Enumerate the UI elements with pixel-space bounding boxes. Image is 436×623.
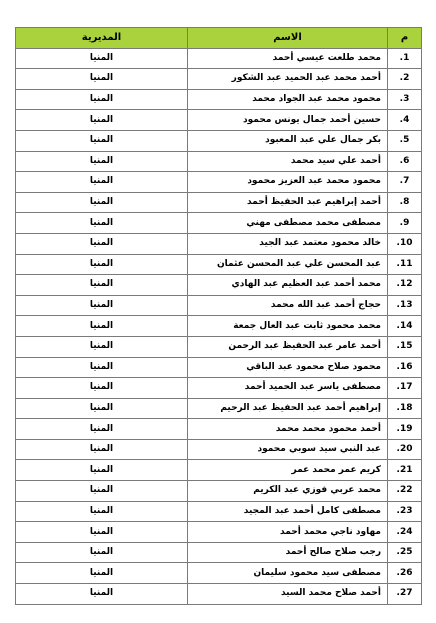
row-number-cell: 12. <box>388 275 422 296</box>
row-name-cell: بكر جمال علي عبد المعبود <box>188 130 388 151</box>
row-directorate-cell: المنيا <box>16 584 188 605</box>
row-directorate-cell: المنيا <box>16 275 188 296</box>
table-row <box>16 584 422 605</box>
row-number-cell: 10. <box>388 233 422 254</box>
row-directorate-cell: المنيا <box>16 542 188 563</box>
table-row <box>16 89 422 110</box>
row-number-cell: 27. <box>388 584 422 605</box>
table-row <box>16 522 422 543</box>
row-number-cell: 17. <box>388 378 422 399</box>
row-number-cell: 19. <box>388 419 422 440</box>
table-row <box>16 439 422 460</box>
row-name-cell: عبد المحسن علي عبد المحسن عثمان <box>188 254 388 275</box>
row-name-cell: أحمد صلاح محمد السيد <box>188 584 388 605</box>
table-row <box>16 172 422 193</box>
row-directorate-cell: المنيا <box>16 336 188 357</box>
table-body <box>16 48 422 604</box>
row-number-cell: 26. <box>388 563 422 584</box>
row-number-cell: 13. <box>388 295 422 316</box>
row-number-cell: 4. <box>388 110 422 131</box>
row-name-cell: مصطفى سيد محمود سليمان <box>188 563 388 584</box>
row-name-cell: أحمد عامر عبد الحفيظ عبد الرحمن <box>188 336 388 357</box>
table-row <box>16 563 422 584</box>
table-row <box>16 295 422 316</box>
row-directorate-cell: المنيا <box>16 522 188 543</box>
row-name-cell: أحمد إبراهيم عبد الحفيظ أحمد <box>188 192 388 213</box>
row-directorate-cell: المنيا <box>16 89 188 110</box>
row-number-cell: 2. <box>388 69 422 90</box>
table-row <box>16 501 422 522</box>
row-directorate-cell: المنيا <box>16 378 188 399</box>
row-number-cell: 7. <box>388 172 422 193</box>
table-row <box>16 378 422 399</box>
row-directorate-cell: المنيا <box>16 172 188 193</box>
row-name-cell: محمد محمود ثابت عبد العال جمعة <box>188 316 388 337</box>
row-number-cell: 21. <box>388 460 422 481</box>
row-number-cell: 18. <box>388 398 422 419</box>
row-directorate-cell: المنيا <box>16 419 188 440</box>
row-directorate-cell: المنيا <box>16 316 188 337</box>
row-number-cell: 25. <box>388 542 422 563</box>
row-directorate-cell: المنيا <box>16 233 188 254</box>
row-name-cell: خالد محمود معتمد عبد الجيد <box>188 233 388 254</box>
row-number-cell: 8. <box>388 192 422 213</box>
row-name-cell: مهاود ناجي محمد أحمد <box>188 522 388 543</box>
row-name-cell: أحمد محمود محمد محمد <box>188 419 388 440</box>
row-name-cell: محمود صلاح محمود عبد الباقي <box>188 357 388 378</box>
row-directorate-cell: المنيا <box>16 460 188 481</box>
row-name-cell: رجب صلاح صالح أحمد <box>188 542 388 563</box>
row-name-cell: إبراهيم أحمد عبد الحفيظ عبد الرحيم <box>188 398 388 419</box>
row-number-cell: 16. <box>388 357 422 378</box>
row-name-cell: عبد النبي سيد سوبي محمود <box>188 439 388 460</box>
table-row <box>16 192 422 213</box>
row-name-cell: مصطفى كامل أحمد عبد المجيد <box>188 501 388 522</box>
row-name-cell: محمود محمد عبد العزيز محمود <box>188 172 388 193</box>
row-directorate-cell: المنيا <box>16 295 188 316</box>
table-row <box>16 48 422 69</box>
row-directorate-cell: المنيا <box>16 398 188 419</box>
row-name-cell: أحمد محمد عبد الحميد عبد الشكور <box>188 69 388 90</box>
header-num: م <box>388 28 422 49</box>
table-row <box>16 151 422 172</box>
row-directorate-cell: المنيا <box>16 110 188 131</box>
row-directorate-cell: المنيا <box>16 501 188 522</box>
row-name-cell: مصطفى ياسر عبد الحميد أحمد <box>188 378 388 399</box>
table-row <box>16 398 422 419</box>
table-row <box>16 213 422 234</box>
row-number-cell: 5. <box>388 130 422 151</box>
row-directorate-cell: المنيا <box>16 439 188 460</box>
table-row <box>16 357 422 378</box>
table-header-row <box>16 28 422 49</box>
row-directorate-cell: المنيا <box>16 130 188 151</box>
table-row <box>16 254 422 275</box>
row-directorate-cell: المنيا <box>16 192 188 213</box>
row-number-cell: 1. <box>388 48 422 69</box>
row-number-cell: 9. <box>388 213 422 234</box>
row-number-cell: 11. <box>388 254 422 275</box>
row-name-cell: أحمد علي سيد محمد <box>188 151 388 172</box>
table-row <box>16 110 422 131</box>
table-row <box>16 316 422 337</box>
row-number-cell: 15. <box>388 336 422 357</box>
row-directorate-cell: المنيا <box>16 563 188 584</box>
table-row <box>16 275 422 296</box>
row-directorate-cell: المنيا <box>16 254 188 275</box>
row-number-cell: 23. <box>388 501 422 522</box>
names-table <box>15 27 422 605</box>
table-row <box>16 542 422 563</box>
row-directorate-cell: المنيا <box>16 481 188 502</box>
row-name-cell: محمد عربي فوزي عبد الكريم <box>188 481 388 502</box>
row-number-cell: 22. <box>388 481 422 502</box>
row-directorate-cell: المنيا <box>16 357 188 378</box>
table-row <box>16 481 422 502</box>
row-name-cell: حسين أحمد جمال يونس محمود <box>188 110 388 131</box>
table-row <box>16 233 422 254</box>
table-row <box>16 130 422 151</box>
row-number-cell: 24. <box>388 522 422 543</box>
table-row <box>16 336 422 357</box>
row-name-cell: مصطفى محمد مصطفى مهني <box>188 213 388 234</box>
row-number-cell: 3. <box>388 89 422 110</box>
row-directorate-cell: المنيا <box>16 213 188 234</box>
row-directorate-cell: المنيا <box>16 69 188 90</box>
row-name-cell: محمود محمد عبد الجواد محمد <box>188 89 388 110</box>
table-row <box>16 69 422 90</box>
row-name-cell: حجاج أحمد عبد الله محمد <box>188 295 388 316</box>
row-number-cell: 14. <box>388 316 422 337</box>
row-number-cell: 20. <box>388 439 422 460</box>
header-directorate: المديرية <box>16 28 188 49</box>
row-directorate-cell: المنيا <box>16 151 188 172</box>
row-number-cell: 6. <box>388 151 422 172</box>
row-name-cell: محمد أحمد عبد العظيم عبد الهادي <box>188 275 388 296</box>
names-sheet <box>16 27 422 605</box>
row-name-cell: محمد طلعت عيسي أحمد <box>188 48 388 69</box>
row-name-cell: كريم عمر محمد عمر <box>188 460 388 481</box>
table-row <box>16 460 422 481</box>
table-row <box>16 419 422 440</box>
header-name: الاسم <box>188 28 388 49</box>
row-directorate-cell: المنيا <box>16 48 188 69</box>
